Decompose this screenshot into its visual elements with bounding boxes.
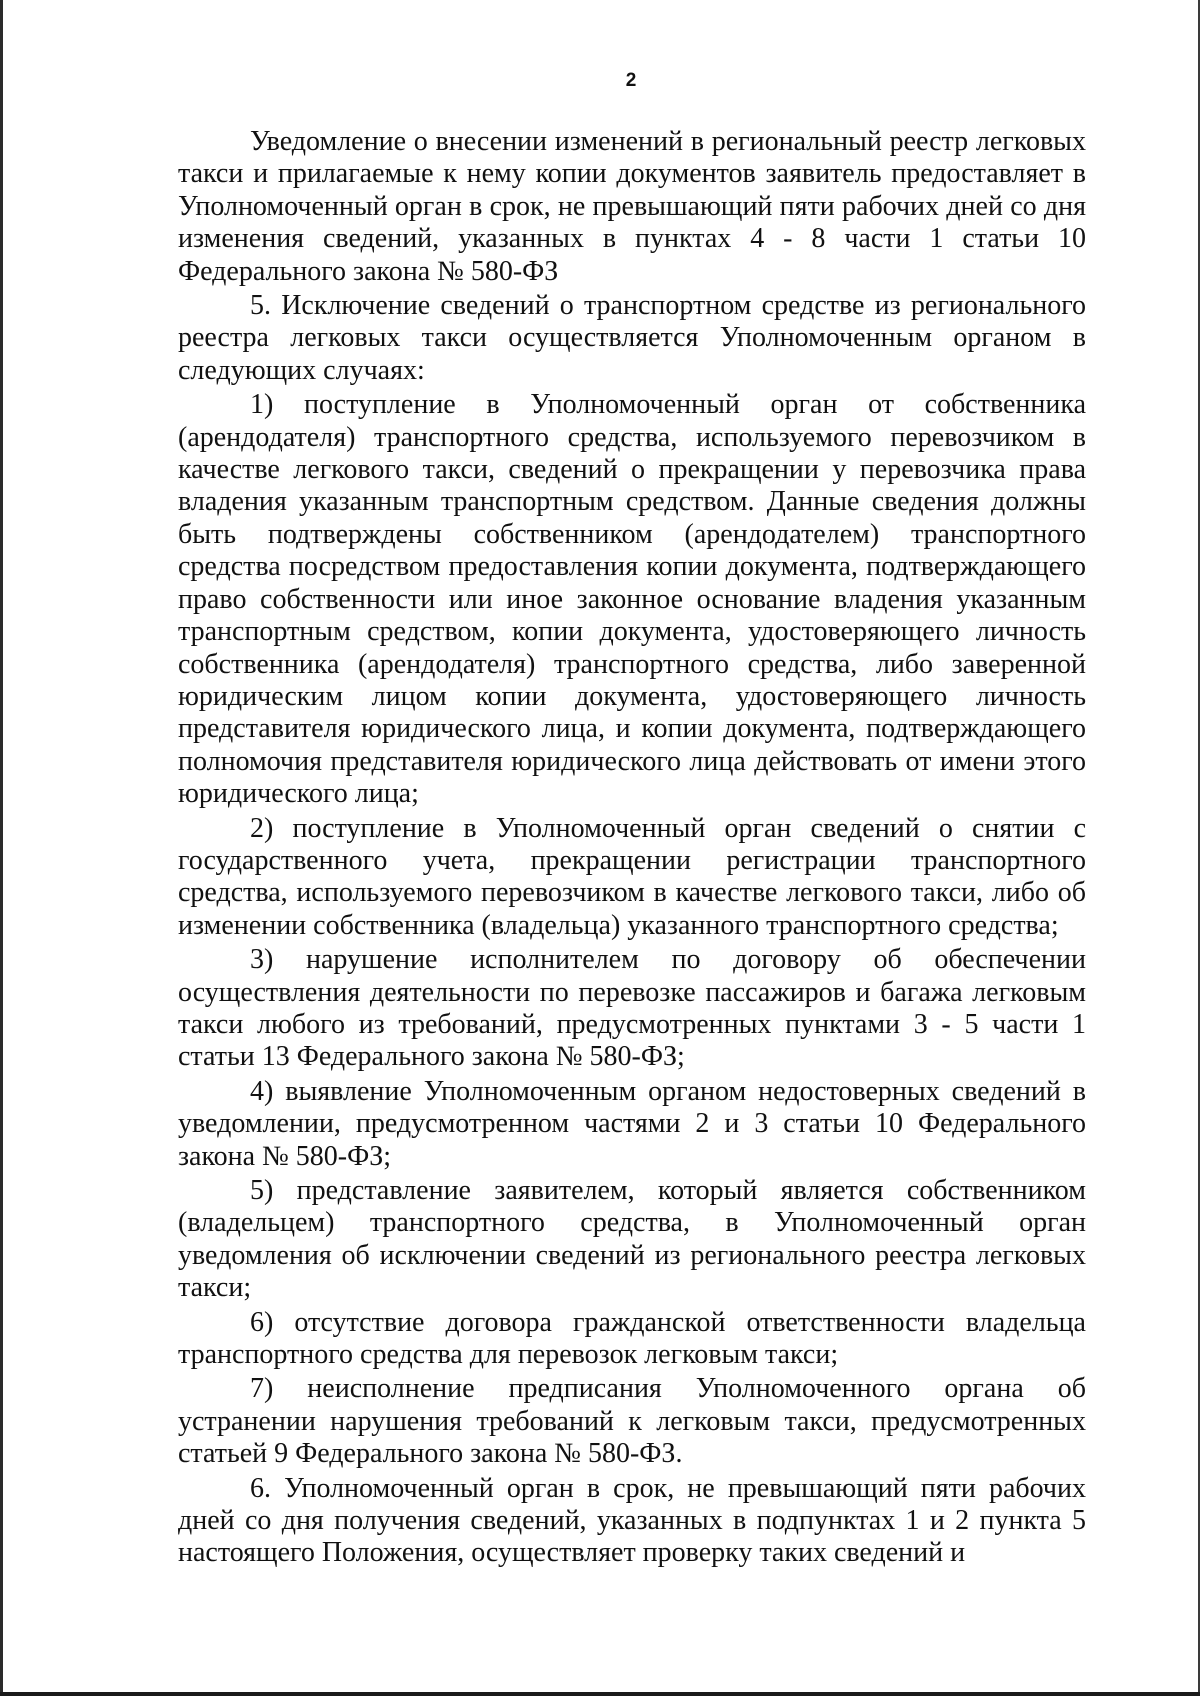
document-body (178, 126, 1086, 1570)
paragraph-item-5: 5. Исключение сведений о транспортном средстве из регионального реестра легковых такси осуществляется Уполномоченным органом в следующих случаях: (178, 290, 1086, 386)
paragraph-subitem-1: 1) поступление в Уполномоченный орган от собственника (арендодателя) транспортного средства, используемого перевозчиком в качестве легкового такси, сведений о прекращении у перевозчика права владения указанным транспортным средством. Данные сведения должны быть подтверждены собственником (арендодателем) транспортного средства посредством предоставления копии документа, подтверждающего право собственности или иное законное основание владения указанным транспортным средством, копии документа, удостоверяющего личность собственника (арендодателя) транспортного средства, либо заверенной юридическим лицом копии документа, удостоверяющего личность представителя юридического лица, и копии документа, подтверждающего полномочия представителя юридического лица действовать от имени этого юридического лица; (178, 389, 1086, 810)
scan-bottom-edge (0, 1692, 1200, 1696)
scan-left-edge (0, 0, 3, 1696)
paragraph-item-6: 6. Уполномоченный орган в срок, не превышающий пяти рабочих дней со дня получения сведений, указанных в подпунктах 1 и 2 пункта 5 настоящего Положения, осуществляет проверку таких сведений и (178, 1472, 1086, 1569)
paragraph-subitem-2: 2) поступление в Уполномоченный орган сведений о снятии с государственного учета, прекращении регистрации транспортного средства, используемого перевозчиком в качестве легкового такси, либо об изменении собственника (владельца) указанного транспортного средства; (178, 812, 1086, 941)
paragraph-subitem-6: 6) отсутствие договора гражданской ответственности владельца транспортного средства для перевозок легковым такси; (178, 1306, 1086, 1371)
paragraph-subitem-4: 4) выявление Уполномоченным органом недостоверных сведений в уведомлении, предусмотренном частями 2 и 3 статьи 10 Федерального закона № 580-ФЗ; (178, 1075, 1086, 1172)
paragraph-notification: Уведомление о внесении изменений в региональный реестр легковых такси и прилагаемые к нему копии документов заявитель предоставляет в Уполномоченный орган в срок, не превышающий пяти рабочих дней со дня изменения сведений, указанных в пунктах 4 - 8 части 1 статьи 10 Федерального закона № 580-ФЗ (178, 126, 1086, 287)
paragraph-subitem-7: 7) неисполнение предписания Уполномоченного органа об устранении нарушения требований к легковым такси, предусмотренных статьей 9 Федерального закона № 580-ФЗ. (178, 1373, 1086, 1470)
paragraph-subitem-5: 5) представление заявителем, который является собственником (владельцем) транспортного средства, в Уполномоченный орган уведомления об исключении сведений из регионального реестра легковых такси; (178, 1175, 1086, 1304)
paragraph-subitem-3: 3) нарушение исполнителем по договору об обеспечении осуществления деятельности по перевозке пассажиров и багажа легковым такси любого из требований, предусмотренных пунктами 3 - 5 части 1 статьи 13 Федерального закона № 580-ФЗ; (178, 944, 1086, 1073)
page-number: 2 (625, 70, 637, 91)
